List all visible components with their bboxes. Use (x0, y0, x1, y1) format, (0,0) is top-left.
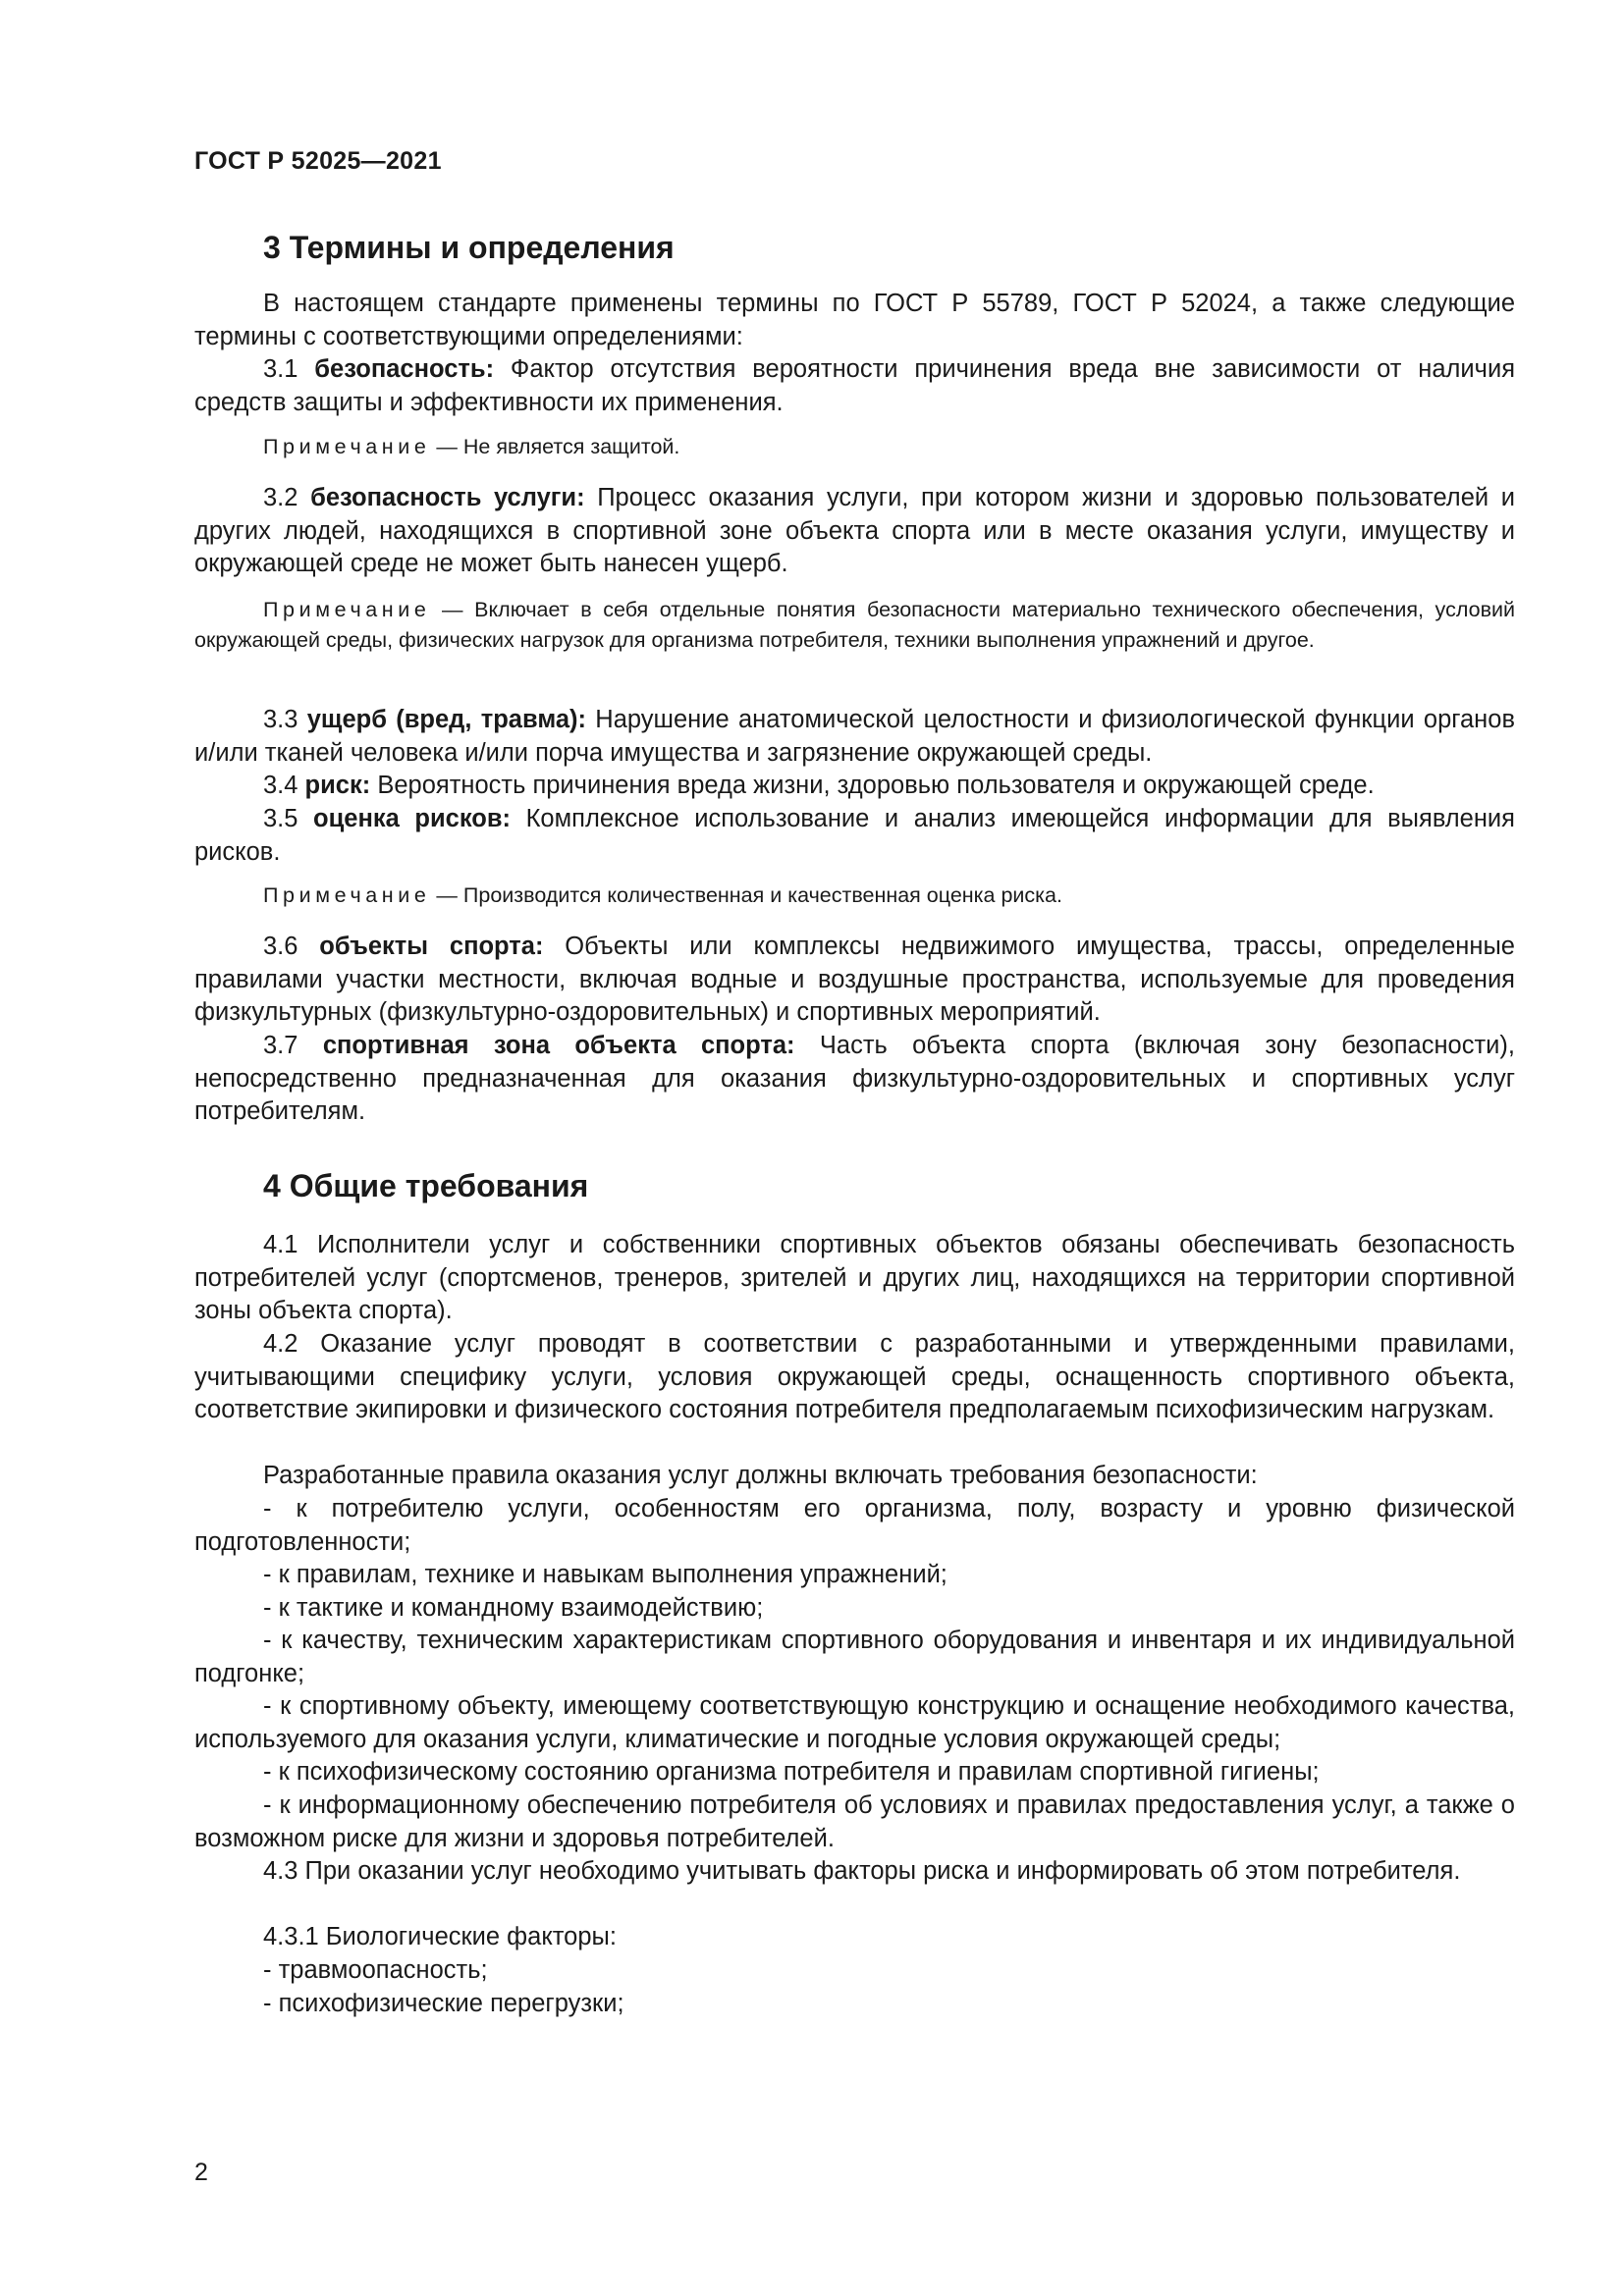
term-definition: Процесс оказания услуги, при котором жизни и здоровью пользователей и других людей, находящихся в спортивной зоне объекта спорта или в месте оказания услуги, имуществу и окружающей среде не может быть нанесен ущерб. (194, 484, 1515, 577)
term-3-3 (194, 704, 1515, 770)
page-number: 2 (194, 2159, 208, 2186)
term-name: безопасность услуги: (310, 484, 585, 511)
term-3-2 (194, 482, 1515, 581)
note-dash: — (430, 883, 463, 907)
term-3-5 (194, 803, 1515, 869)
paragraph-4-1: 4.1 Исполнители услуг и собственники спортивных объектов обязаны обеспечивать безопасность потребителей услуг (спортсменов, тренеров, зрителей и других лиц, находящихся на территории спортивной зоны объекта спорта). (194, 1231, 1515, 1324)
term-name: ущерб (вред, травма): (306, 706, 587, 733)
note-3-2 (194, 595, 1515, 656)
note-label: Примечание (263, 598, 431, 621)
requirement-item: - к информационному обеспечению потребителя об условиях и правилах предоставления услуг, а также о возможном риске для жизни и здоровья потребителей. (194, 1791, 1515, 1852)
term-number: 3.5 (263, 805, 314, 832)
paragraph-4-3-1: 4.3.1 Биологические факторы: (263, 1923, 617, 1950)
note-text: Производится количественная и качественная оценка риска. (462, 883, 1062, 907)
requirement-item: - к спортивному объекту, имеющему соответствующую конструкцию и оснащение необходимого качества, используемого для оказания услуги, климатические и погодные условия окружающей среды; (194, 1692, 1515, 1753)
requirement-item: - к психофизическому состоянию организма потребителя и правилам спортивной гигиены; (263, 1758, 1320, 1786)
term-number: 3.2 (263, 484, 311, 511)
term-definition: Фактор отсутствия вероятности причинения вреда вне зависимости от наличия средств защиты и эффективности их применения. (194, 355, 1515, 416)
term-3-7 (194, 1030, 1515, 1129)
note-3-1 (194, 432, 1515, 462)
document-code-header: ГОСТ Р 52025—2021 (194, 147, 442, 175)
requirement-item: - к тактике и командному взаимодействию; (263, 1594, 764, 1622)
term-3-1 (194, 353, 1515, 419)
term-definition: Вероятность причинения вреда жизни, здоровью пользователя и окружающей среде. (370, 772, 1375, 799)
term-definition: Часть объекта спорта (включая зону безопасности), непосредственно предназначенная для оказания физкультурно-оздоровительных и спортивных услуг потребителям. (194, 1032, 1515, 1125)
note-label: Примечание (263, 435, 431, 458)
term-number: 3.7 (263, 1032, 323, 1059)
term-3-4 (194, 770, 1515, 803)
note-3-5 (194, 881, 1515, 911)
requirement-item: - к правилам, технике и навыкам выполнения упражнений; (263, 1561, 947, 1588)
paragraph-4-2-rules: Разработанные правила оказания услуг должны включать требования безопасности: (263, 1462, 1258, 1489)
term-number: 3.1 (263, 355, 315, 383)
paragraph-4-2: 4.2 Оказание услуг проводят в соответствии с разработанными и утвержденными правилами, учитывающими специфику услуги, условия окружающей среды, оснащенность спортивного объекта, соответствие экипировки и физического состояния потребителя предполагаемым психофизическим нагрузкам. (194, 1330, 1515, 1423)
biological-factor-item: - психофизические перегрузки; (263, 1990, 624, 2017)
requirement-item: - к потребителю услуги, особенностям его организма, полу, возрасту и уровню физической подготовленности; (194, 1495, 1515, 1556)
term-definition: Нарушение анатомической целостности и физиологической функции органов и/или тканей человека и/или порча имущества и загрязнение окружающей среды. (194, 706, 1515, 767)
term-name: риск: (304, 772, 371, 799)
term-number: 3.4 (263, 772, 305, 799)
term-number: 3.3 (263, 706, 307, 733)
term-name: спортивная зона объекта спорта: (322, 1032, 795, 1059)
term-3-6 (194, 931, 1515, 1030)
biological-factor-item: - травмоопасность; (263, 1956, 488, 1984)
term-name: безопасность: (314, 355, 495, 383)
note-dash: — (430, 435, 463, 458)
term-name: объекты спорта: (319, 933, 544, 960)
term-number: 3.6 (263, 933, 320, 960)
section-3-title: 3 Термины и определения (263, 230, 675, 265)
requirement-item: - к качеству, техническим характеристикам спортивного оборудования и инвентаря и их индивидуальной подгонке; (194, 1627, 1515, 1687)
note-dash: — (430, 598, 475, 621)
term-name: оценка рисков: (313, 805, 511, 832)
paragraph-4-3: 4.3 При оказании услуг необходимо учитывать факторы риска и информировать об этом потребителя. (263, 1857, 1461, 1885)
section-4-title: 4 Общие требования (263, 1168, 589, 1203)
note-text: Включает в себя отдельные понятия безопасности материально технического обеспечения, условий окружающей среды, физических нагрузок для организма потребителя, техники выполнения упражнений и другое. (194, 598, 1516, 652)
note-text: Не является защитой. (462, 435, 680, 458)
section-3-intro: В настоящем стандарте применены термины по ГОСТ Р 55789, ГОСТ Р 52024, а также следующие термины с соответствующими определениями: (194, 290, 1515, 350)
note-label: Примечание (263, 883, 431, 907)
term-definition: Объекты или комплексы недвижимого имущества, трассы, определенные правилами участки местности, включая водные и воздушные пространства, используемые для проведения физкультурных (физкультурно-оздоровительных) и спортивных мероприятий. (194, 933, 1515, 1026)
term-definition: Комплексное использование и анализ имеющейся информации для выявления рисков. (194, 805, 1515, 866)
